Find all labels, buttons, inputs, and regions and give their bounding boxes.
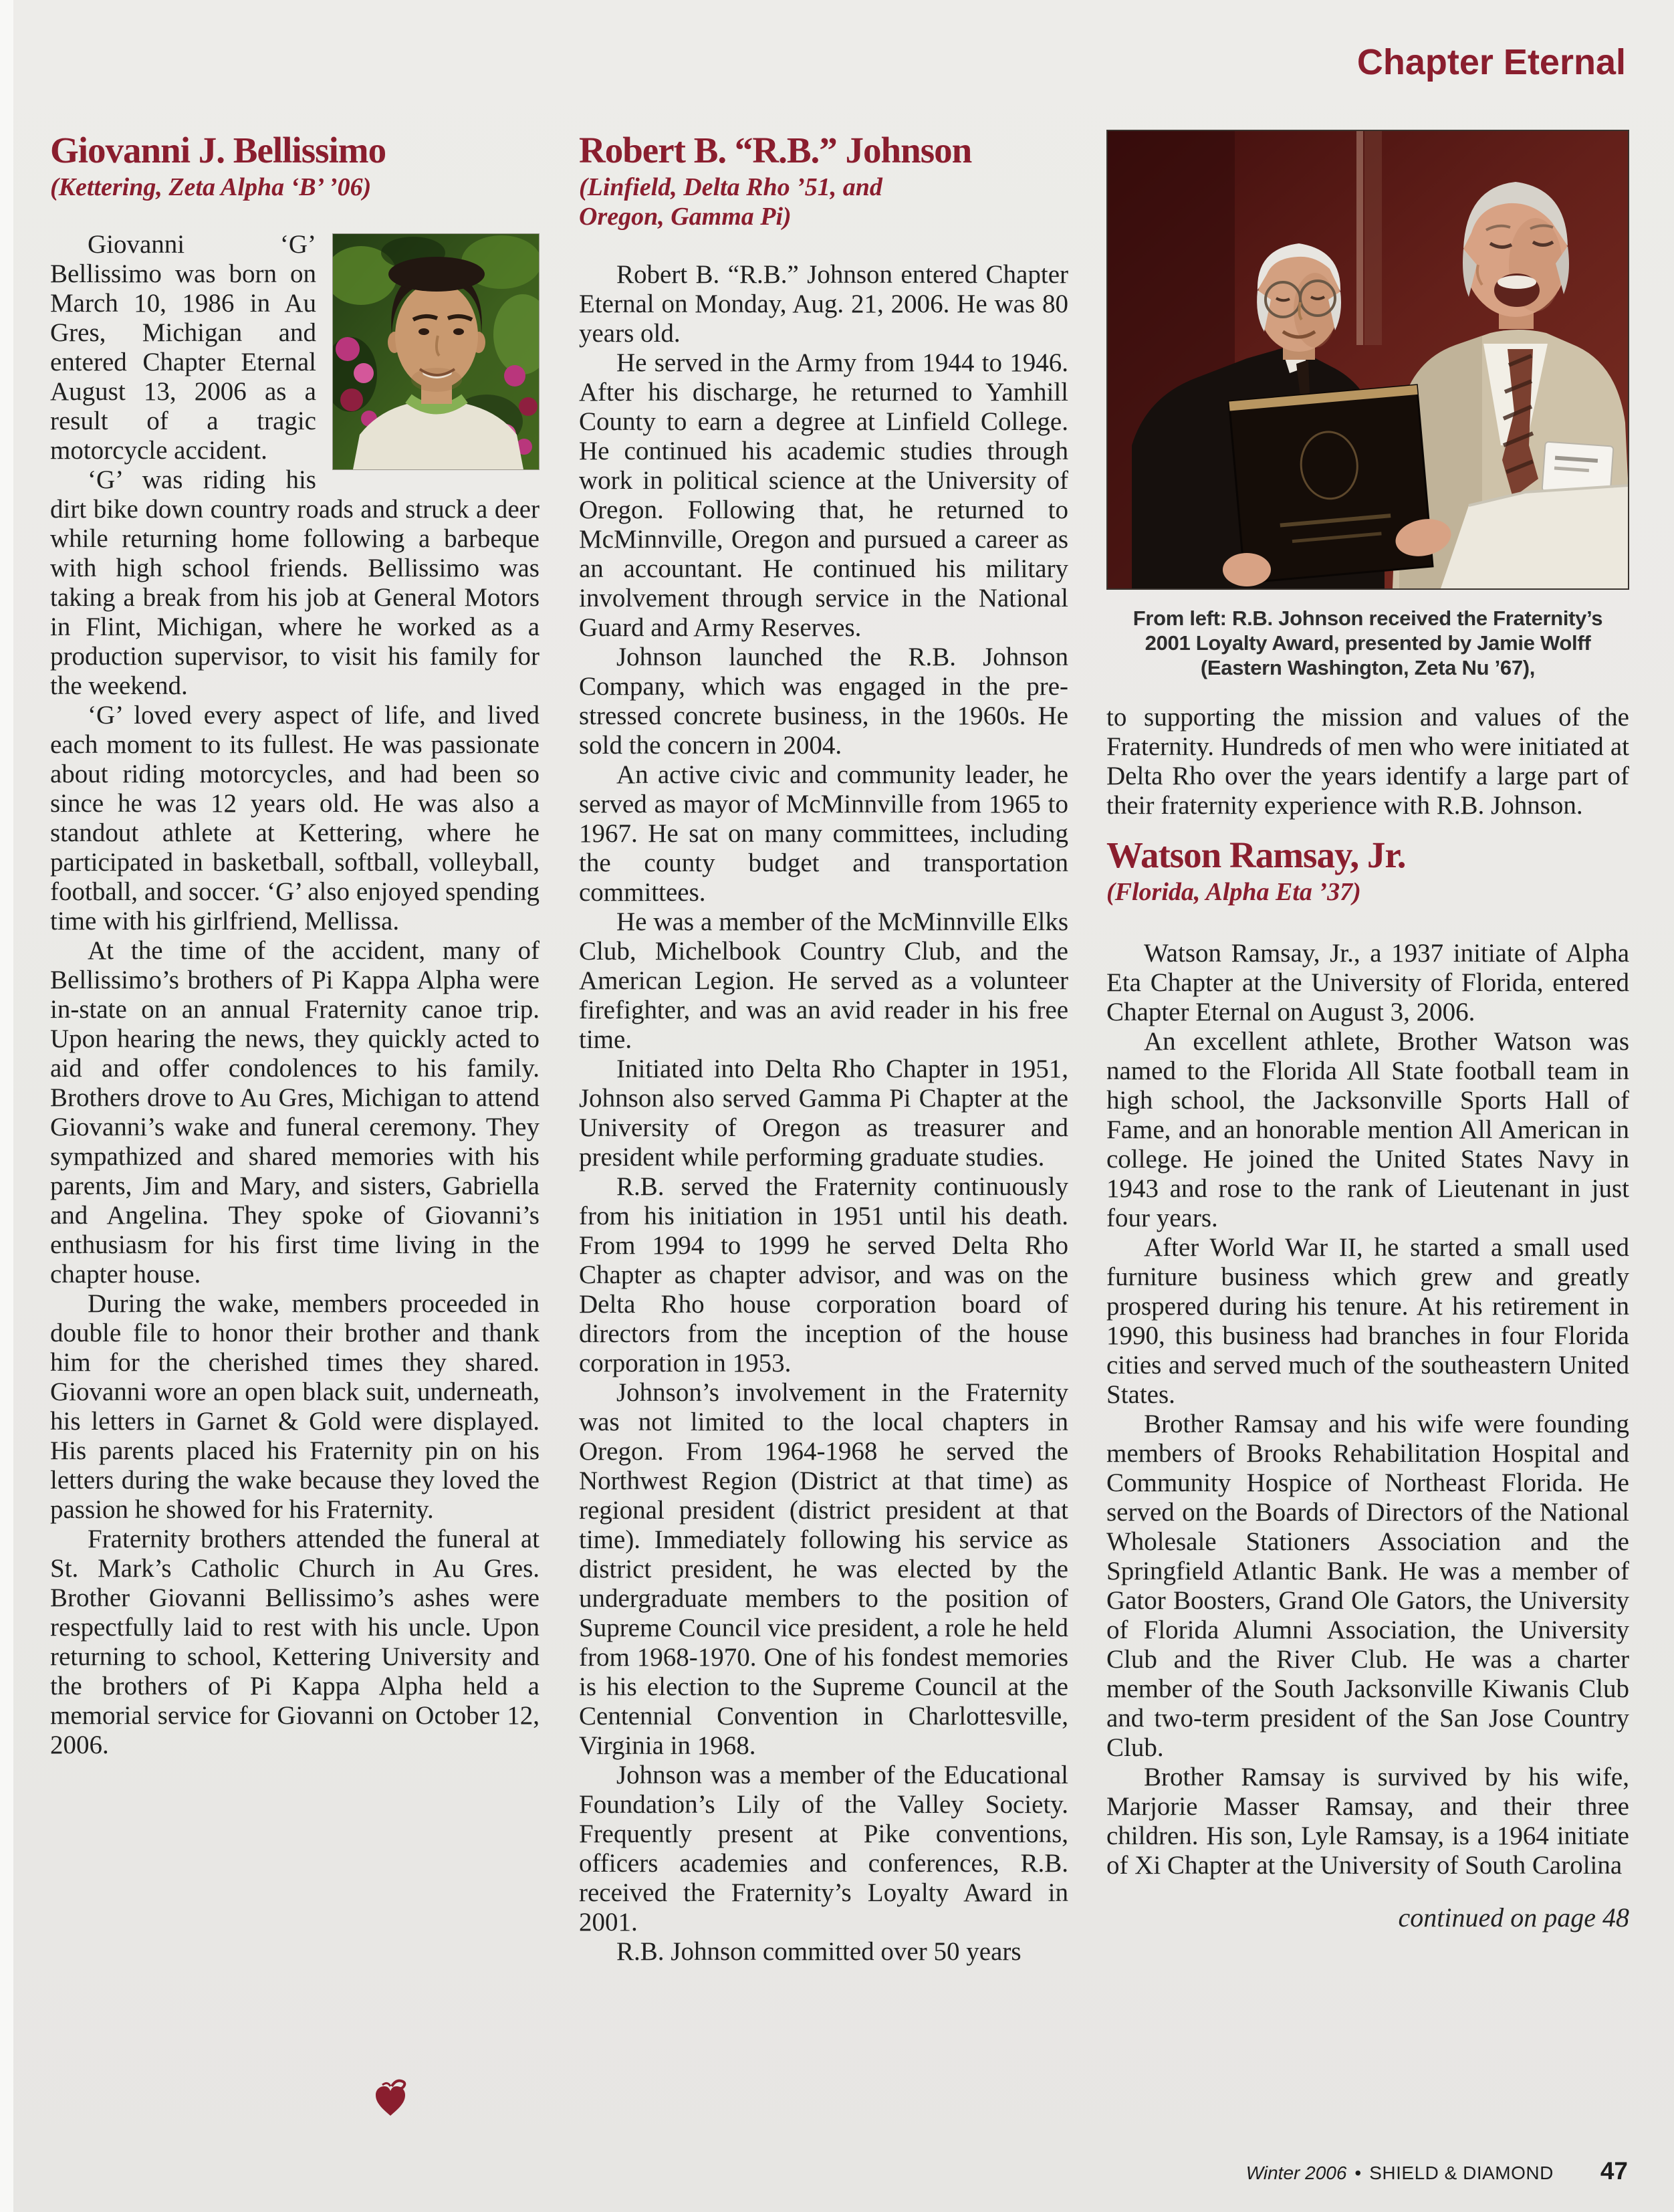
heart-ornament-icon — [372, 2077, 409, 2118]
article-bellissimo — [50, 130, 540, 1760]
body-paragraph: An excellent athlete, Brother Watson was named to the Florida All State football team in high school, the Jacksonville Sports Hall of Fame, and an honorable mention All American in college. He joined the United States Navy in 1943 and rose to the rank of Lieutenant in just four years. — [1106, 1027, 1629, 1233]
award-photo — [1106, 130, 1629, 590]
article-title: Watson Ramsay, Jr. — [1106, 835, 1406, 875]
caption-line: 2001 Loyalty Award, presented by Jamie Wolff — [1145, 631, 1591, 655]
footer-magazine-name: SHIELD & DIAMOND — [1369, 2163, 1554, 2183]
body-paragraph: Johnson’s involvement in the Fraternity was not limited to the local chapters in Oregon. From 1964-1968 he served the Northwest Region (District at that time) as regional president (district president at that time). Immediately following his service as district president, he was elected by the undergraduate members to the position of Supreme Council vice president, a role he held from 1968-1970. One of his fondest memories is his election to the Supreme Council at the Centennial Convention in Charlottesville, Virginia in 1968. — [579, 1377, 1068, 1760]
caption-line: (Eastern Washington, Zeta Nu ’67), — [1200, 656, 1536, 679]
article-subtitle: (Florida, Alpha Eta ’37) — [1106, 878, 1361, 907]
body-paragraph — [50, 230, 540, 465]
paragraph-text: Giovanni ‘G’ Bellissimo was born on March 10, 1986 in Au Gres, Michigan and entered Chapter Eternal August 13, 2006 as a result of a tragic motorcycle accident. — [50, 230, 316, 465]
body-paragraph: ‘G’ loved every aspect of life, and lived each moment to its fullest. He was passionate about riding motorcycles, and had been so since he was 12 years old. He was also a standout athlete at Kettering, where he participated in basketball, softball, volleyball, football, and soccer. ‘G’ also enjoyed spending time with his girlfriend, Mellissa. — [50, 701, 540, 936]
article-body — [579, 260, 1068, 1967]
body-paragraph: Fraternity brothers attended the funeral at St. Mark’s Catholic Church in Au Gres. Brother Giovanni Bellissimo’s ashes were respectfully laid to rest with his uncle. Upon returning to school, Kettering University and the brothers of Pi Kappa Alpha held a memorial service for Giovanni on October 12, 2006. — [50, 1525, 540, 1760]
continuation-paragraph: to supporting the mission and values of the Fraternity. Hundreds of men who were initiated at Delta Rho over the years identify a large part of their fraternity experience with R.B. Johnson. — [1106, 703, 1629, 820]
body-paragraph: During the wake, members proceeded in double file to honor their brother and thank him for the cherished times they shared. Giovanni wore an open black suit, underneath, his letters in Garnet & Gold were displayed. His parents placed his Fraternity pin on his letters during the wake because they loved the passion he showed for his Fraternity. — [50, 1289, 540, 1525]
footer-issue: Winter 2006 — [1245, 2163, 1347, 2183]
body-paragraph: After World War II, he started a small used furniture business which grew and greatly prospered during his tenure. At his retirement in 1990, this business had branches in four Florida cities and served much of the southeastern United States. — [1106, 1233, 1629, 1410]
continued-note: continued on page 48 — [1398, 1902, 1629, 1933]
body-paragraph: Johnson was a member of the Educational Foundation’s Lily of the Valley Society. Frequently present at Pike conventions, officers academies and conferences, R.B. received the Fraternity’s Loyalty Award in 2001. — [579, 1760, 1068, 1937]
body-paragraph: Initiated into Delta Rho Chapter in 1951, Johnson also served Gamma Pi Chapter at the University of Oregon as treasurer and president while performing graduate studies. — [579, 1054, 1068, 1172]
page-title: Chapter Eternal — [1356, 42, 1626, 82]
portrait-photo — [332, 233, 540, 470]
article-title: Giovanni J. Bellissimo — [50, 130, 386, 171]
body-paragraph: R.B. Johnson committed over 50 years — [616, 1937, 1022, 1966]
article-johnson-continuation — [1106, 703, 1629, 820]
article-subtitle: (Kettering, Zeta Alpha ‘B’ ’06) — [50, 173, 372, 202]
article-subtitle: (Linfield, Delta Rho ’51, and Oregon, Gamma Pi) — [579, 173, 882, 231]
page-scan-edge — [0, 0, 13, 2212]
body-paragraph: He was a member of the McMinnville Elks Club, Michelbook Country Club, and the American Legion. He served as a volunteer firefighter, and was an avid reader in his free time. — [579, 907, 1068, 1054]
article-body — [50, 230, 540, 1760]
body-paragraph: ‘G’ was riding his dirt bike down country roads and struck a deer while returning home following a barbeque with high school friends. Bellissimo was taking a break from his job at General Motors in Flint, Michigan, where he worked as a production supervisor, to visit his family for the weekend. — [50, 465, 540, 701]
body-paragraph: Robert B. “R.B.” Johnson entered Chapter Eternal on Monday, Aug. 21, 2006. He was 80 years old. — [579, 259, 1068, 348]
body-paragraph: Brother Ramsay and his wife were founding members of Brooks Rehabilitation Hospital and Community Hospice of Northeast Florida. He served on the Boards of Directors of the National Wholesale Stationers Association and the Springfield Atlantic Bank. He was a member of Gator Boosters, Grand Ole Gators, the University of Florida Alumni Association, the University Club and the River Club. He was a charter member of the South Jacksonville Kiwanis Club and two-term president of the San Jose Country Club. — [1106, 1410, 1629, 1763]
footer-bullet: • — [1354, 2163, 1362, 2183]
body-paragraph: At the time of the accident, many of Bellissimo’s brothers of Pi Kappa Alpha were in-state on an annual Fraternity canoe trip. Upon hearing the news, they quickly acted to aid and offer condolences to his family. Brothers drove to Au Gres, Michigan to attend Giovanni’s wake and funeral ceremony. They sympathized and shared memories with his parents, Jim and Mary, and sisters, Gabriella and Angelina. They spoke of Giovanni’s enthusiasm for his first time living in the chapter house. — [50, 936, 540, 1289]
body-paragraph: R.B. served the Fraternity continuously from his initiation in 1951 until his death. From 1994 to 1999 he served Delta Rho Chapter as chapter advisor, and was on the Delta Rho house corporation board of directors from the inception of the house corporation in 1953. — [579, 1172, 1068, 1377]
article-title: Robert B. “R.B.” Johnson — [579, 130, 972, 171]
photo-caption — [1106, 606, 1629, 680]
footer-page-number: 47 — [1600, 2157, 1628, 2185]
body-paragraph: Brother Ramsay is survived by his wife, Marjorie Masser Ramsay, and their three children. His son, Lyle Ramsay, is a 1964 initiate of Xi Chapter at the University of South Carolina — [1106, 1763, 1629, 1880]
caption-line: From left: R.B. Johnson received the Fraternity’s — [1132, 606, 1603, 630]
page-footer — [1106, 2157, 1628, 2185]
article-johnson — [579, 130, 1068, 1967]
body-paragraph: He served in the Army from 1944 to 1946. After his discharge, he returned to Yamhill County to earn a degree at Linfield College. He continued his academic studies through work in political science at the University of Oregon. Following that, he returned to McMinnville, Oregon and pursued a career as an accountant. He continued his military involvement through service in the National Guard and Army Reserves. — [579, 348, 1068, 642]
body-paragraph: Watson Ramsay, Jr., a 1937 initiate of Alpha Eta Chapter at the University of Florida, entered Chapter Eternal on August 3, 2006. — [1106, 939, 1629, 1027]
body-paragraph: Johnson launched the R.B. Johnson Company, which was engaged in the pre-stressed concrete business, in the 1960s. He sold the concern in 2004. — [579, 642, 1068, 760]
body-paragraph: An active civic and community leader, he served as mayor of McMinnville from 1965 to 1967. He sat on many committees, including the county budget and transportation committees. — [579, 760, 1068, 907]
right-column — [1106, 130, 1629, 1933]
article-body — [1106, 939, 1629, 1880]
